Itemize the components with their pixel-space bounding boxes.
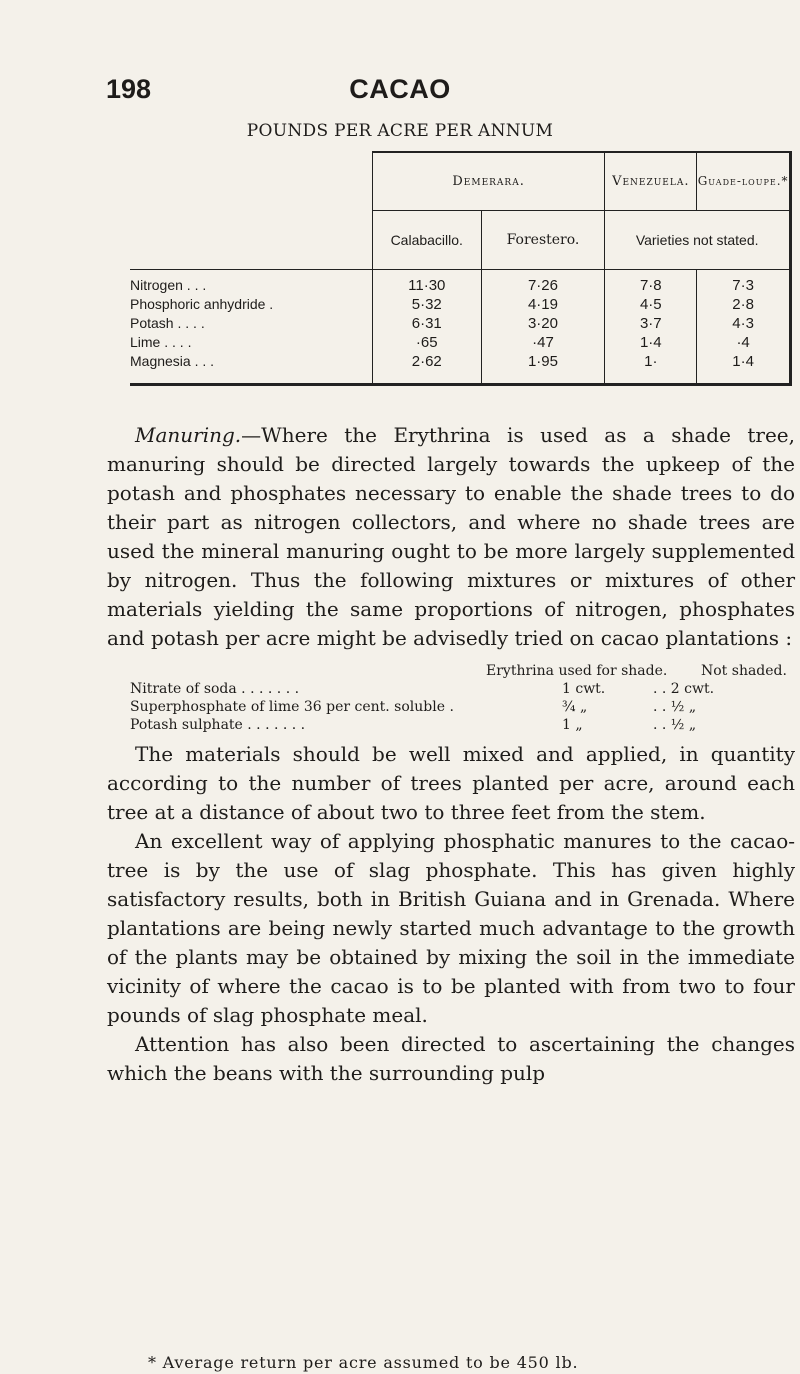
cell-value: ·47 [481,333,605,352]
cell-value: ·65 [372,333,481,352]
mixture-row [130,699,790,717]
table-row [130,295,791,314]
mixture-shade-value: ¾ „ [562,699,588,715]
header-not-shaded: Not shaded. [701,663,787,679]
cell-value: 1·4 [605,333,697,352]
cell-value: 1· [605,352,697,385]
paragraph-lead: Manuring. [135,423,242,447]
cell-value: 3·20 [481,314,605,333]
mixture-table [130,663,790,735]
header-guadeloupe: Guade-loupe.* [697,152,791,211]
header-shade: Erythrina used for shade. [486,663,668,679]
mixture-name: Superphosphate of lime 36 per cent. soluble . [130,699,454,715]
footnote: * Average return per acre assumed to be 450 lb. [148,1353,579,1372]
mixture-shade-value: 1 cwt. [562,681,606,697]
table-corner-lower [130,211,372,270]
mixture-shade-value: 1 „ [562,717,583,733]
mixture-noshade-value: . . 2 cwt. [653,681,715,697]
subheader-calabacillo: Calabacillo. [372,211,481,270]
page-header [0,74,800,114]
cell-value: 5·32 [372,295,481,314]
row-label: Lime . . . . [130,334,192,350]
nutrient-table [130,151,792,386]
cell-value: 4·19 [481,295,605,314]
paragraph-slag-phosphate: An excellent way of applying phosphatic manures to the cacao-tree is by the use of slag phosphate. This has given highly satisfactory results, both in British Guiana and in Grenada. Where plantations are being newly started much advantage to the growth of the plants may be obtained by mixing the soil in the immediate vicinity of where the cacao is to be planted with from two to four pounds of slag phosphate meal. [107,829,795,1027]
cell-value: 7·3 [697,270,791,296]
mixture-noshade-value: . . ½ „ [653,717,697,733]
cell-value: 4·3 [697,314,791,333]
table-row [130,270,791,296]
table-row [130,314,791,333]
paragraph-text: —Where the Erythrina is used as a shade tree, manuring should be directed largely towards the upkeep of the potash and phosphates necessary to enable the shade trees to do their part as nitrogen collectors, and where no shade trees are used the mineral manuring ought to be more largely supplemented by nitrogen. Thus the following mixtures or mixtures of other materials yielding the same proportions of nitrogen, phosphates and potash per acre might be advisedly tried on cacao plantations : [107,423,795,650]
table-corner [130,152,372,211]
cell-value: 2·62 [372,352,481,385]
body-paragraphs [107,740,795,1088]
row-label: Nitrogen . . . [130,270,372,296]
table-row [130,352,791,385]
cell-value: 6·31 [372,314,481,333]
row-label: Phosphoric anhydride . [130,296,274,312]
cell-value: 2·8 [697,295,791,314]
subheader-varieties: Varieties not stated. [605,211,791,270]
cell-value: ·4 [697,333,791,352]
mixture-name: Nitrate of soda . . . . . . . [130,681,300,697]
cell-value: 7·8 [605,270,697,296]
header-demerara: Demerara. [372,152,604,211]
cell-value: 3·7 [605,314,697,333]
page-number: 198 [106,74,152,104]
paragraph-application: The materials should be well mixed and applied, in quantity according to the number of trees planted per acre, around each tree at a distance of about two to three feet from the stem. [107,742,795,824]
manuring-paragraph [107,421,795,653]
table-row [130,333,791,352]
cell-value: 1·4 [697,352,791,385]
header-venezuela: Venezuela. [605,152,697,211]
mixture-name: Potash sulphate . . . . . . . [130,717,306,733]
mixture-header [130,663,790,681]
row-label: Magnesia . . . [130,352,372,385]
mixture-row [130,681,790,699]
row-label: Potash . . . . [130,315,205,331]
mixture-noshade-value: . . ½ „ [653,699,697,715]
cell-value: 4·5 [605,295,697,314]
cell-value: 1·95 [481,352,605,385]
cell-value: 11·30 [372,270,481,296]
mixture-row [130,717,790,735]
paragraph-attention: Attention has also been directed to ascertaining the changes which the beans with the surrounding pulp [107,1032,795,1085]
table-title: POUNDS PER ACRE PER ANNUM [246,121,554,141]
cell-value: 7·26 [481,270,605,296]
running-title: CACAO [349,74,451,104]
subheader-forestero: Forestero. [481,211,605,270]
